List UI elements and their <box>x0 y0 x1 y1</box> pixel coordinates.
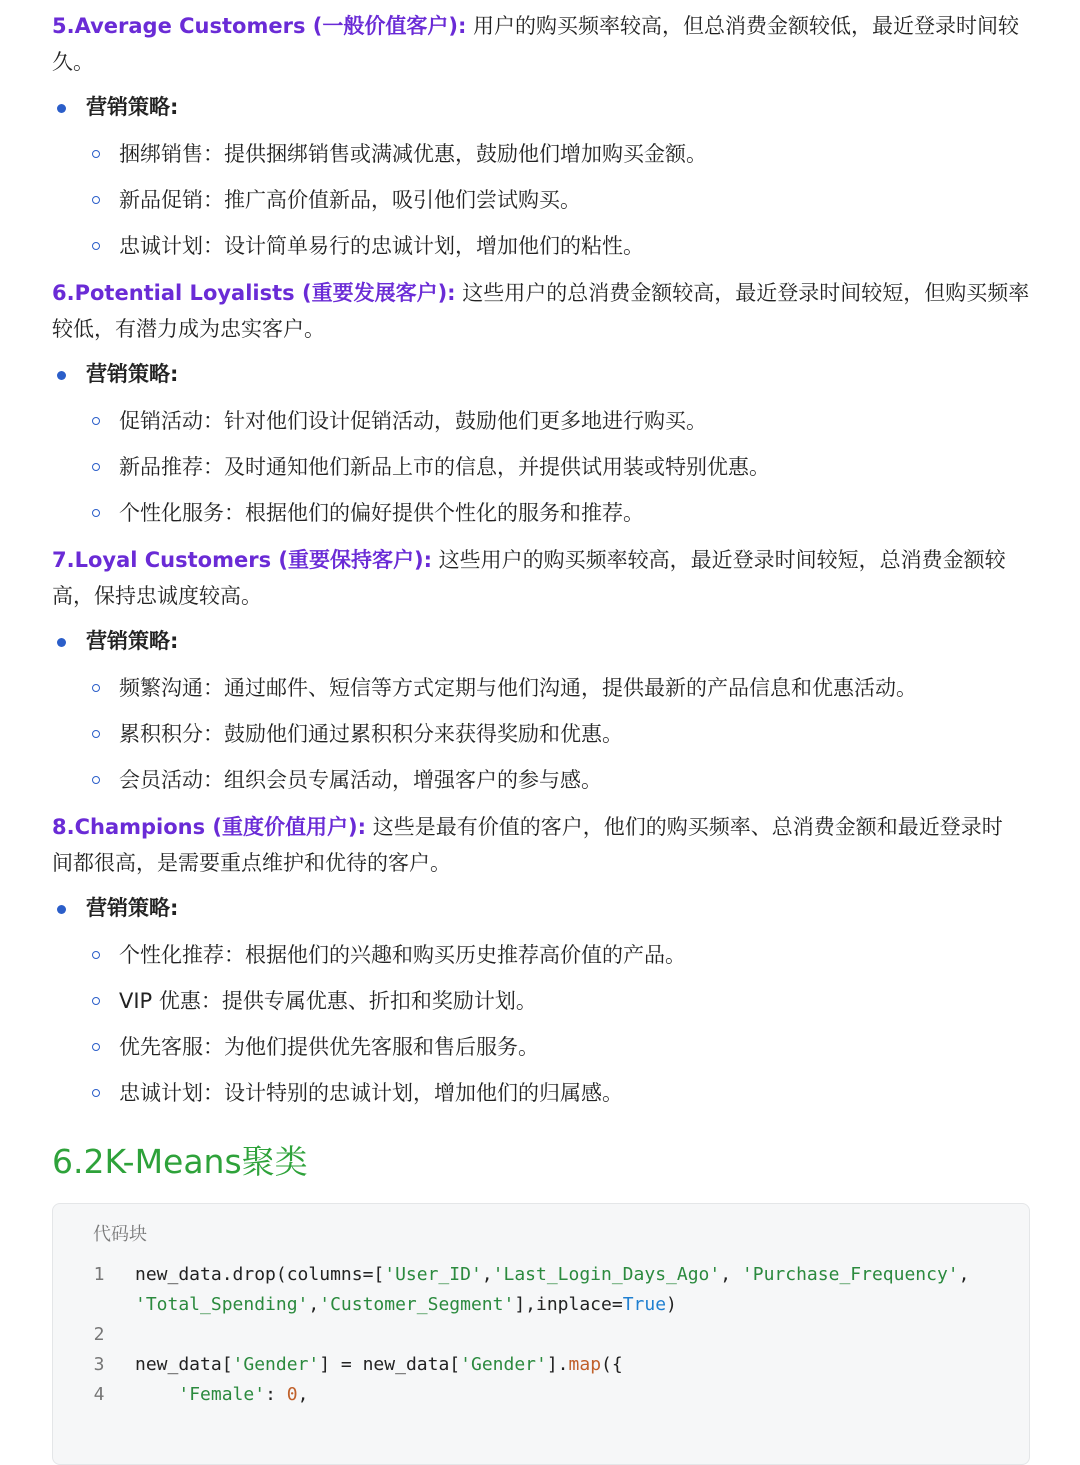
list-item-text: 会员活动：组织会员专属活动，增强客户的参与感。 <box>119 768 602 792</box>
strategy-label: 营销策略: <box>86 95 179 119</box>
list-item-text: 忠诚计划：设计特别的忠诚计划，增加他们的归属感。 <box>119 1081 623 1105</box>
segment-description <box>52 809 1032 881</box>
bullet-dot-icon <box>57 104 66 113</box>
segment-desc-line2: 较低，有潜力成为忠实客户。 <box>52 317 325 341</box>
segment-description <box>52 8 1032 80</box>
list-item-text: 捆绑销售：提供捆绑销售或满减优惠，鼓励他们增加购买金额。 <box>119 142 707 166</box>
list-item-text: 频繁沟通：通过邮件、短信等方式定期与他们沟通，提供最新的产品信息和优惠活动。 <box>119 676 917 700</box>
line-number: 4 <box>93 1384 105 1405</box>
code-line <box>53 1260 1029 1290</box>
segment-desc-line1: 用户的购买频率较高，但总消费金额较低，最近登录时间较 <box>466 14 1020 38</box>
code-line <box>53 1320 1029 1350</box>
line-number: 2 <box>93 1324 105 1345</box>
segment-desc-line1: 这些用户的总消费金额较高，最近登录时间较短，但购买频率 <box>455 281 1030 305</box>
bullet-circle-icon <box>92 150 100 158</box>
segment-desc-line2: 间都很高，是需要重点维护和优待的客户。 <box>52 851 451 875</box>
bullet-circle-icon <box>92 1043 100 1051</box>
segment-title: 5.Average Customers (一般价值客户): <box>52 14 467 38</box>
bullet-circle-icon <box>92 997 100 1005</box>
bullet-circle-icon <box>92 509 100 517</box>
segment-desc-line1: 这些是最有价值的客户，他们的购买频率、总消费金额和最近登录时 <box>366 815 1003 839</box>
code-text: new_data['Gender'] = new_data['Gender'].map({ <box>135 1354 623 1375</box>
bullet-dot-icon <box>57 371 66 380</box>
segment-title: 6.Potential Loyalists (重要发展客户): <box>52 281 456 305</box>
list-item-text: 新品推荐：及时通知他们新品上市的信息，并提供试用装或特别优惠。 <box>119 455 770 479</box>
code-line <box>53 1350 1029 1380</box>
code-text: 'Total_Spending','Customer_Segment'],inplace=True) <box>135 1294 677 1315</box>
bullet-circle-icon <box>92 684 100 692</box>
bullet-circle-icon <box>92 196 100 204</box>
segment-title: 8.Champions (重度价值用户): <box>52 815 367 839</box>
code-text: 'Female': 0, <box>178 1384 309 1405</box>
line-number: 1 <box>93 1264 105 1285</box>
strategy-label: 营销策略: <box>86 629 179 653</box>
code-line <box>53 1380 1029 1410</box>
bullet-circle-icon <box>92 417 100 425</box>
line-number: 3 <box>93 1354 105 1375</box>
bullet-circle-icon <box>92 951 100 959</box>
strategy-label: 营销策略: <box>86 896 179 920</box>
segment-desc-line2: 高，保持忠诚度较高。 <box>52 584 262 608</box>
code-block[interactable] <box>52 1203 1030 1465</box>
list-item-text: 新品促销：推广高价值新品，吸引他们尝试购买。 <box>119 188 581 212</box>
list-item-text: 忠诚计划：设计简单易行的忠诚计划，增加他们的粘性。 <box>119 234 644 258</box>
bullet-dot-icon <box>57 638 66 647</box>
list-item-text: VIP 优惠：提供专属优惠、折扣和奖励计划。 <box>119 989 537 1013</box>
bullet-circle-icon <box>92 1089 100 1097</box>
bullet-circle-icon <box>92 463 100 471</box>
list-item-text: 个性化推荐：根据他们的兴趣和购买历史推荐高价值的产品。 <box>119 943 686 967</box>
list-item-text: 优先客服：为他们提供优先客服和售后服务。 <box>119 1035 539 1059</box>
bullet-dot-icon <box>57 905 66 914</box>
section-heading: 6.2K-Means聚类 <box>52 1142 308 1181</box>
list-item-text: 累积积分：鼓励他们通过累积积分来获得奖励和优惠。 <box>119 722 623 746</box>
segment-desc-line2: 久。 <box>52 50 94 74</box>
strategy-label: 营销策略: <box>86 362 179 386</box>
segment-description <box>52 542 1032 614</box>
bullet-circle-icon <box>92 242 100 250</box>
code-text: new_data.drop(columns=['User_ID','Last_Login_Days_Ago', 'Purchase_Frequency', <box>135 1264 970 1285</box>
segment-description <box>52 275 1032 347</box>
code-block-label: 代码块 <box>93 1224 147 1245</box>
list-item-text: 个性化服务：根据他们的偏好提供个性化的服务和推荐。 <box>119 501 644 525</box>
code-line-wrapped <box>53 1290 1029 1320</box>
bullet-circle-icon <box>92 776 100 784</box>
segment-desc-line1: 这些用户的购买频率较高，最近登录时间较短，总消费金额较 <box>431 548 1006 572</box>
segment-title: 7.Loyal Customers (重要保持客户): <box>52 548 432 572</box>
list-item-text: 促销活动：针对他们设计促销活动，鼓励他们更多地进行购买。 <box>119 409 707 433</box>
bullet-circle-icon <box>92 730 100 738</box>
